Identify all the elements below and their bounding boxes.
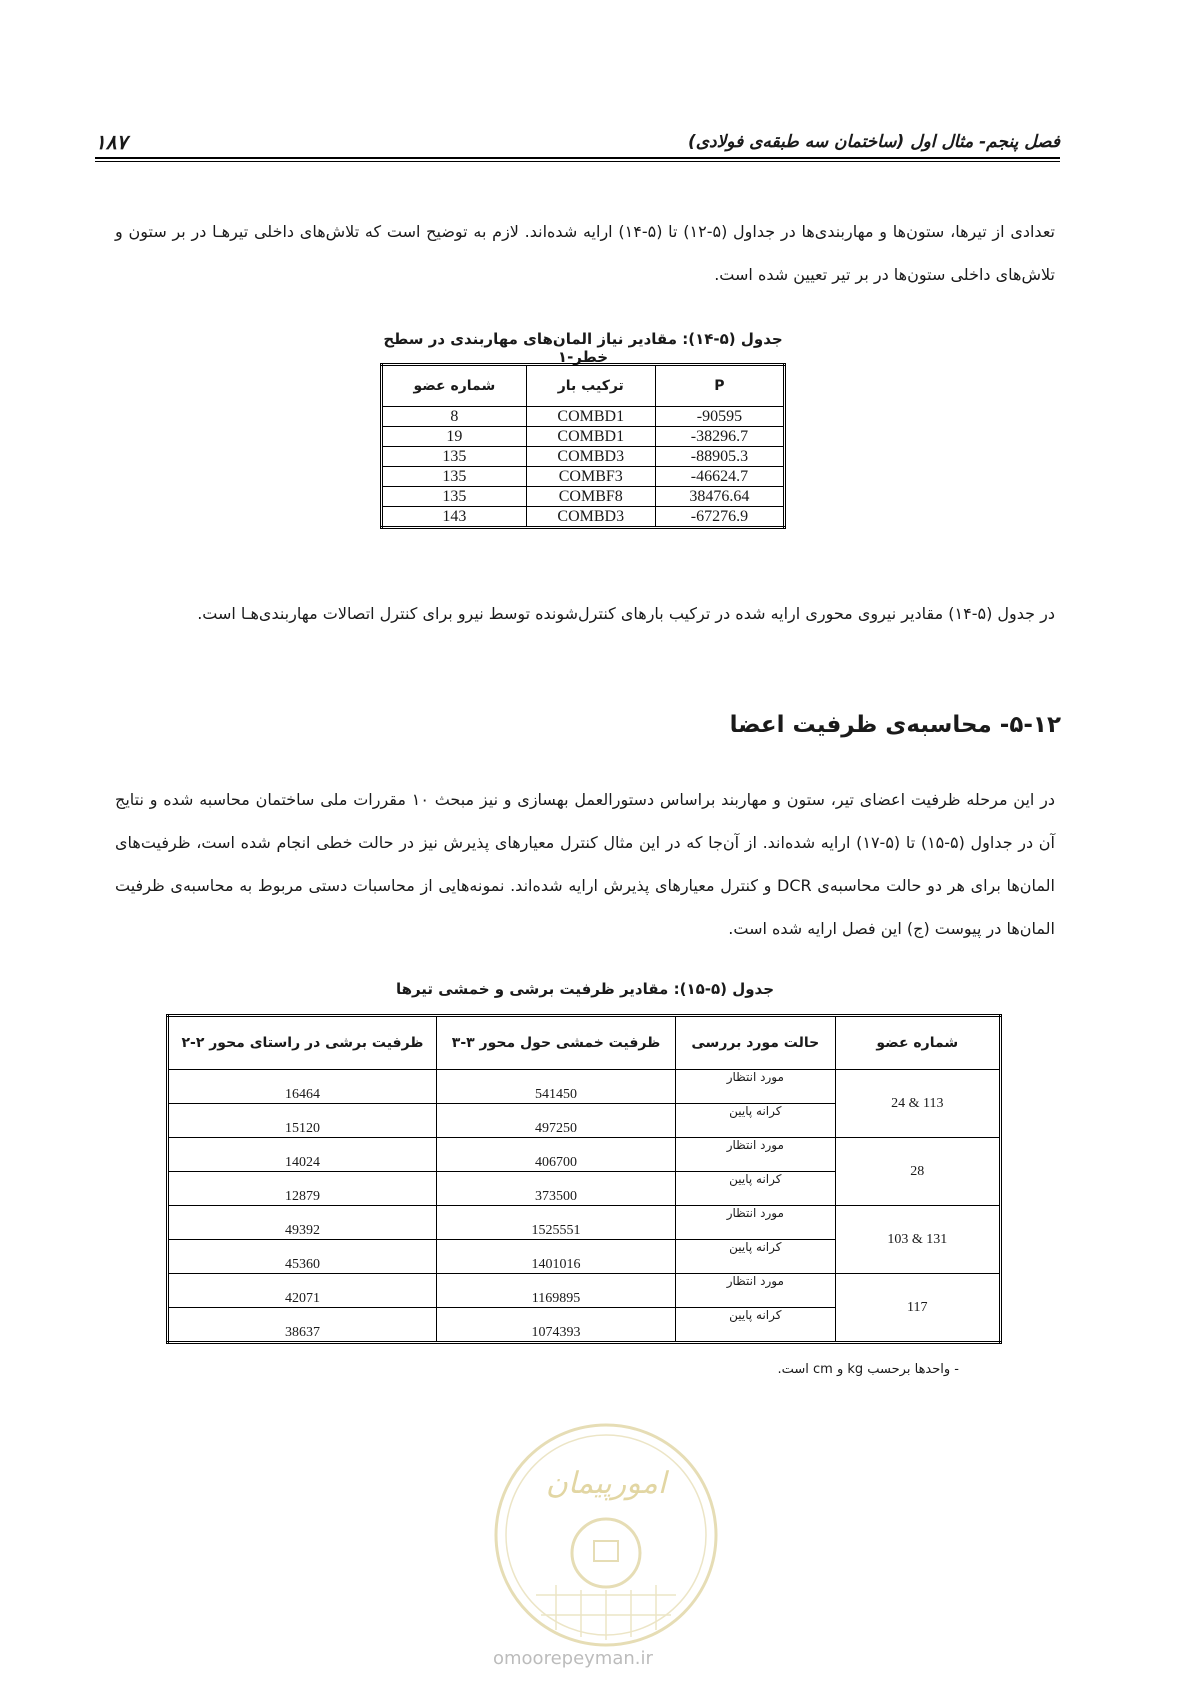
- cell-flexure: 1074393: [436, 1308, 675, 1343]
- table-row: [168, 1070, 1001, 1104]
- logo-text: امورپیمان: [545, 1466, 667, 1501]
- cell-flexure: 497250: [436, 1104, 675, 1138]
- units-note: - واحدها برحسب kg و cm است.: [777, 1362, 959, 1377]
- table-row: [168, 1206, 1001, 1240]
- cell-state: مورد انتظار: [676, 1206, 835, 1240]
- paragraph-axial-forces: در جدول (۵-۱۴) مقادیر نیروی محوری ارایه شده در ترکیب بارهای کنترل‌شونده توسط نیرو برای کنترل اتصالات مهاربندی‌هـا است.: [197, 604, 1055, 623]
- cell-flexure: 406700: [436, 1138, 675, 1172]
- cell-member: 19: [382, 427, 527, 447]
- cell-combo: COMBD3: [526, 507, 655, 528]
- header-rule: [95, 157, 1060, 159]
- cell-flexure: 1169895: [436, 1274, 675, 1308]
- header-flexural-capacity: ظرفیت خمشی حول محور ۳-۳: [436, 1016, 675, 1070]
- table-row: [382, 487, 785, 507]
- cell-state: مورد انتظار: [676, 1138, 835, 1172]
- header-rule-thin: [95, 161, 1060, 162]
- table-row: [382, 407, 785, 427]
- paragraph-capacity: در این مرحله ظرفیت اعضای تیر، ستون و مهاربند براساس دستورالعمل بهسازی و نیز مبحث ۱۰ مقررات ملی ساختمان محاسبه شده و نتایج آن در جداول (۵-۱۵) تا (۵-۱۷) ارایه شده‌اند. از آن‌جا که در این مثال کنترل معیارهای پذیرش نیز در حالت خطی انجام شده است، ظرفیت‌های المان‌ها برای هر دو حالت محاسبه‌ی DCR و کنترل معیارهای پذیرش ارایه شده‌اند. نمونه‌هایی از محاسبات دستی مربوط به محاسبه‌ی ظرفیت المان‌ها در پیوست (ج) این فصل ارایه شده است.: [115, 790, 1056, 938]
- cell-member: 103 & 131: [835, 1206, 1000, 1274]
- cell-combo: COMBF3: [526, 467, 655, 487]
- table14-caption: جدول (۵-۱۴): مقادیر نیاز المان‌های مهاربندی در سطح خطر-۱: [383, 330, 783, 366]
- cell-p: -67276.9: [655, 507, 784, 528]
- cell-p: 38476.64: [655, 487, 784, 507]
- cell-state: کرانه پایین: [676, 1308, 835, 1343]
- header-shear-capacity: ظرفیت برشی در راستای محور ۲-۲: [168, 1016, 437, 1070]
- cell-state: مورد انتظار: [676, 1070, 835, 1104]
- table15: [166, 1014, 1002, 1344]
- cell-state: کرانه پایین: [676, 1172, 835, 1206]
- table-row: [168, 1274, 1001, 1308]
- cell-state: کرانه پایین: [676, 1240, 835, 1274]
- cell-shear: 49392: [168, 1206, 437, 1240]
- cell-flexure: 541450: [436, 1070, 675, 1104]
- table14: [380, 363, 786, 529]
- cell-p: -88905.3: [655, 447, 784, 467]
- cell-flexure: 1525551: [436, 1206, 675, 1240]
- cell-p: -90595: [655, 407, 784, 427]
- table15-caption: جدول (۵-۱۵): مقادیر ظرفیت برشی و خمشی تیرها: [395, 980, 775, 998]
- cell-shear: 12879: [168, 1172, 437, 1206]
- cell-shear: 16464: [168, 1070, 437, 1104]
- cell-p: -46624.7: [655, 467, 784, 487]
- cell-combo: COMBF8: [526, 487, 655, 507]
- cell-member: 135: [382, 487, 527, 507]
- cell-shear: 38637: [168, 1308, 437, 1343]
- header-state: حالت مورد بررسی: [676, 1016, 835, 1070]
- cell-member: 135: [382, 447, 527, 467]
- cell-member: 8: [382, 407, 527, 427]
- cell-member: 143: [382, 507, 527, 528]
- cell-combo: COMBD1: [526, 407, 655, 427]
- cell-combo: COMBD3: [526, 447, 655, 467]
- cell-member: 117: [835, 1274, 1000, 1343]
- header-load-combo: ترکیب بار: [526, 365, 655, 407]
- cell-combo: COMBD1: [526, 427, 655, 447]
- header-p: P: [655, 365, 784, 407]
- section-heading: ۵-۱۲- محاسبه‌ی ظرفیت اعضا: [729, 712, 1061, 738]
- cell-shear: 42071: [168, 1274, 437, 1308]
- cell-state: کرانه پایین: [676, 1104, 835, 1138]
- cell-flexure: 1401016: [436, 1240, 675, 1274]
- cell-shear: 14024: [168, 1138, 437, 1172]
- publisher-logo-watermark: [486, 1415, 726, 1655]
- intro-paragraph: تعدادی از تیرها، ستون‌ها و مهاربندی‌ها در جداول (۵-۱۲) تا (۵-۱۴) ارایه شده‌اند. لازم به توضیح است که تلاش‌های داخلی تیرهـا در بر ستون و تلاش‌های داخلی ستون‌ها در بر تیر تعیین شده است.: [115, 222, 1055, 284]
- page-number: ۱۸۷: [95, 130, 128, 154]
- site-watermark: omoorepeyman.ir: [493, 1648, 653, 1669]
- table-header-row: [382, 365, 785, 407]
- page-header: [95, 128, 1060, 164]
- cell-shear: 45360: [168, 1240, 437, 1274]
- table-header-row: [168, 1016, 1001, 1070]
- cell-flexure: 373500: [436, 1172, 675, 1206]
- cell-member: 24 & 113: [835, 1070, 1000, 1138]
- header-member: شماره عضو: [382, 365, 527, 407]
- cell-p: -38296.7: [655, 427, 784, 447]
- table-row: [382, 467, 785, 487]
- cell-member: 135: [382, 467, 527, 487]
- header-member: شماره عضو: [835, 1016, 1000, 1070]
- table-row: [382, 427, 785, 447]
- cell-shear: 15120: [168, 1104, 437, 1138]
- table-row: [382, 447, 785, 467]
- table-row: [382, 507, 785, 528]
- cell-state: مورد انتظار: [676, 1274, 835, 1308]
- chapter-title: فصل پنجم- مثال اول (ساختمان سه طبقه‌ی فولادی): [687, 132, 1060, 152]
- cell-member: 28: [835, 1138, 1000, 1206]
- table-row: [168, 1138, 1001, 1172]
